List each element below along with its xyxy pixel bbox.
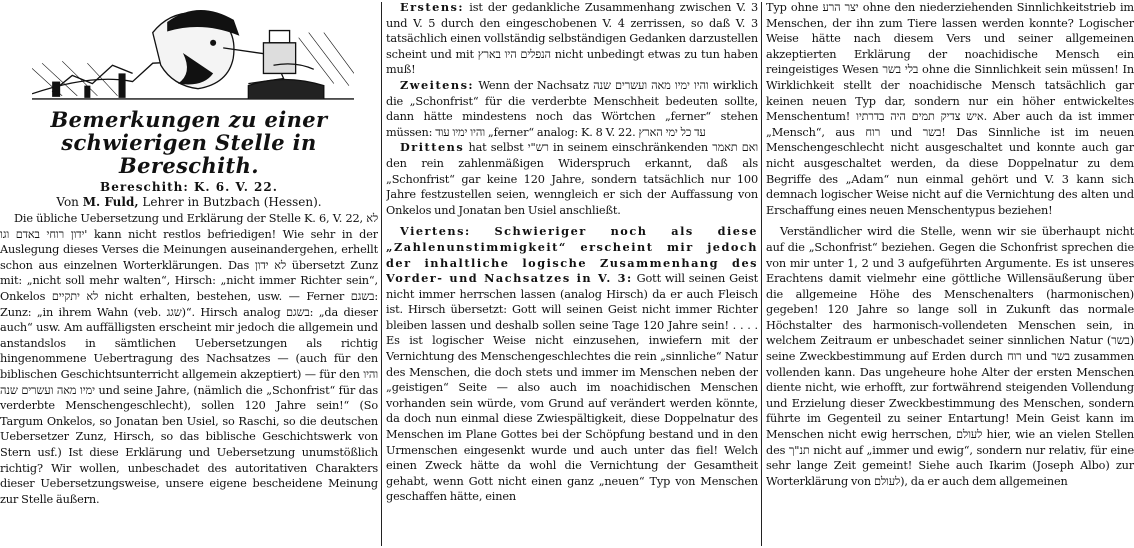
column-2: [386, 0, 758, 548]
column-rule: [381, 2, 382, 546]
paragraph: [386, 0, 758, 78]
paragraph: [386, 78, 758, 140]
paragraph: Verständlicher wird die Stelle, wenn wir sie überhaupt nicht auf die „Schonfrist“ beziehen. Gegen die Schonfrist sprechen die von mir unter 1, 2 und 3 aufgeführten Argumente. Es ist unseres Erachtens damit vielmehr eine göttliche Willensäußerung über die allgemeine Höhe des Menschenalters (harmonischen) gegeben! 120 Jahre so lange soll in Zukunft das normale Höchstalter des harmonisch-vollendeten Menschen sein, in welchem Zeitraum er unbeschadet seiner sinnlichen Natur (בשר) seine Zweckbestimmung auf Erden durch רוח und בשר zusammen vollenden kann. Das ungeheure hohe Alter der ersten Menschen diente nicht, wie erhofft, zur fortwährend steigenden Vollendung und Erzielung dieser Zweckbestimmung des Menschen, sondern führte im Gegenteil zu seiner Entartung! Mein Geist kann im Menschen nicht ewig herrschen, לעולם hier, wie an vielen Stellen des תנ"ך nicht auf „immer und ewig“, sondern nur relativ, für eine sehr lange Zeit gemeint! Siehe auch Ikarim (Joseph Albo) zur Worterklärung von לעולם), da er auch dem allgemeinen: [766, 225, 1134, 488]
author-name: M. Fuld,: [82, 195, 139, 209]
column-rule: [761, 2, 762, 546]
article-title: Bemerkungen zu einer schwierigen Stelle in Bereschith.: [50, 107, 328, 178]
paragraph-lead: Drittens: [400, 140, 465, 155]
paragraph: Die übliche Uebersetzung und Erklärung der Stelle K. 6, V. 22, לא ידון רוחי באדם וגו' kann nicht restlos befriedigen! Wie sehr in der Auslegung dieses Verses die Meinungen auseinandergehen, erhellt schon aus einzelnen Worterklärungen. Das לא ידון übersetzt Zunz mit: „nicht soll mehr walten“, Hirsch: „nicht immer Richter sein“, Onkelos לא יתקיים nicht erhalten, bestehen, usw. — Ferner בשגם: Zunz: „in ihrem Wahn (veb. שגג)“. Hirsch analog בשגם: „da dieser auch“ usw. Am auffälligsten erscheint mir jedoch die allgemein und anstandslos in sämtlichen Uebersetzungen als richtig hingenommene Uebertragung des Nachsatzes — (auch für den biblischen Geschichtsunterricht allgemein akzeptiert) — für den והיו ימיו מאה ועשרים שנה und seine Jahre, (nämlich die „Schonfrist“ für das verderbte Menschengeschlecht), sollen 120 Jahre sein!“ (So Targum Onkelos, so Jonatan ben Usiel, so Raschi, so die deutschen Uebersetzer Zunz, Hirsch, so das biblische Geschichtswerk von Stern usf.) Ist diese Erklärung und Uebersetzung unumstößlich richtig? Wir wollen, unbeschadet des autoritativen Charakters dieser Uebersetzungsweise, unsere eigene bescheidene Meinung zur Stelle äußern.: [0, 212, 378, 506]
header-illustration: [32, 2, 354, 104]
byline-prefix: Von: [56, 195, 79, 209]
column-3: [766, 0, 1134, 548]
byline: [0, 195, 378, 209]
paragraph: Typ ohne יצר הרע ohne den niederziehenden Sinnlichkeitstrieb im Menschen, der ihn zum Tiere lassen werden konnte? Logischer Weise hätte nach diesem Vers und seiner allgemeinen akzeptierten Erklärung der noachidische Mensch ein reingeistiges Wesen בלי בשר ohne die Sinnlichkeit sein müssen! In Wirklichkeit stellt der noachidische Mensch tatsächlich gar keinen neuen Typ dar, sondern nur ein höher entwickeltes Menschentum! איש צדיק תמים היה בדרתיו. Aber auch da ist immer „Mensch“, aus רוח und בשר! Das Sinnliche ist im neuen Menschengeschlecht nicht ausgeschaltet und konnte auch gar nicht ausgeschaltet werden, da diese Doppelnatur zu dem Begriffe des „Adam“ nun einmal gehört und V. 3 kann sich demnach logischer Weise nicht auf die Vernichtung des alten und Erschaffung eines neuen Menschentypus beziehen!: [766, 1, 1134, 217]
paragraph-lead: Zweitens:: [400, 77, 475, 92]
scribe-illustration: [32, 2, 354, 104]
paragraph: [386, 224, 758, 505]
column-1: [0, 0, 378, 548]
author-info: Lehrer in Butzbach (Hessen).: [142, 195, 322, 209]
paragraph-lead: Erstens:: [400, 0, 465, 14]
source-reference: Bereschith: K. 6. V. 22.: [100, 180, 278, 194]
paragraph-body: Wenn der Nachsatz והיו ימיו מאה ועשרים שנה wirklich die „Schonfrist“ für die verderbte Menschheit bedeuten sollte, dann hätte mindestens noch das Wörtchen „ferner“ stehen müssen: והיו ימיו עוד „ferner“ analog: K. 8 V. 22. עד כל ימי הארץ: [386, 78, 758, 139]
paragraph-body: Gott will seinen Geist nicht immer herrschen lassen (analog Hirsch) da er auch Fleisch ist. Hirsch übersetzt: Gott will seinen Geist nicht immer Richter bleiben lassen und deshalb sollen seine Tage 120 Jahre sein! . . . . Es ist logischer Weise nicht einzusehen, inwiefern mit der Vernichtung des Menschengeschlechtes die rein „sinnliche“ Natur des Menschen, die doch stets und immer im Menschen neben der „geistigen“ Seite — also auch im noachidischen Menschen vorhanden sein würde, vom Grund auf verändert werden könnte, da doch nun einmal diese Zwiespältigkeit, diese Doppelnatur des Menschen im Plane Gottes bei der Schöpfung bestand und in den Urmenschen eingesenkt wurde und auch unter das fiel! Welch einen Zweck hätte da wohl die Vernichtung der Gesamtheit gehabt, wenn Gott nicht einen ganz „neuen“ Typ von Menschen geschaffen hätte, einen: [386, 272, 758, 504]
paragraph: [386, 140, 758, 218]
paragraph-body: ist der gedankliche Zusammenhang zwischen V. 3 und V. 5 durch den eingeschobenen V. 4 zerrissen, so daß V. 3 tatsächlich einen vollständig selbständigen Gedanken darzustellen scheint und mit הנפלים היו בארץ nicht unbedingt etwas zu tun haben muß!: [386, 1, 758, 77]
paragraph-lead: Viertens: Schwieriger noch als diese „Zahlenunstimmigkeit“ erscheint mir jedoch der inhaltliche logische Zusammenhang des Vorder- und Nachsatzes in V. 3:: [386, 224, 758, 286]
paragraph-body: hat selbst רש"י in seinem einschränkenden ואם תאמר den rein zahlenmäßigen Widerspruch erkannt, daß als „Schonfrist“ gar keine 120 Jahre, sondern tatsächlich nur 100 Jahre festzustellen seien, wenngleich er sich der Auffassung von Onkelos und Jonatan ben Usiel anschließt.: [386, 141, 758, 217]
